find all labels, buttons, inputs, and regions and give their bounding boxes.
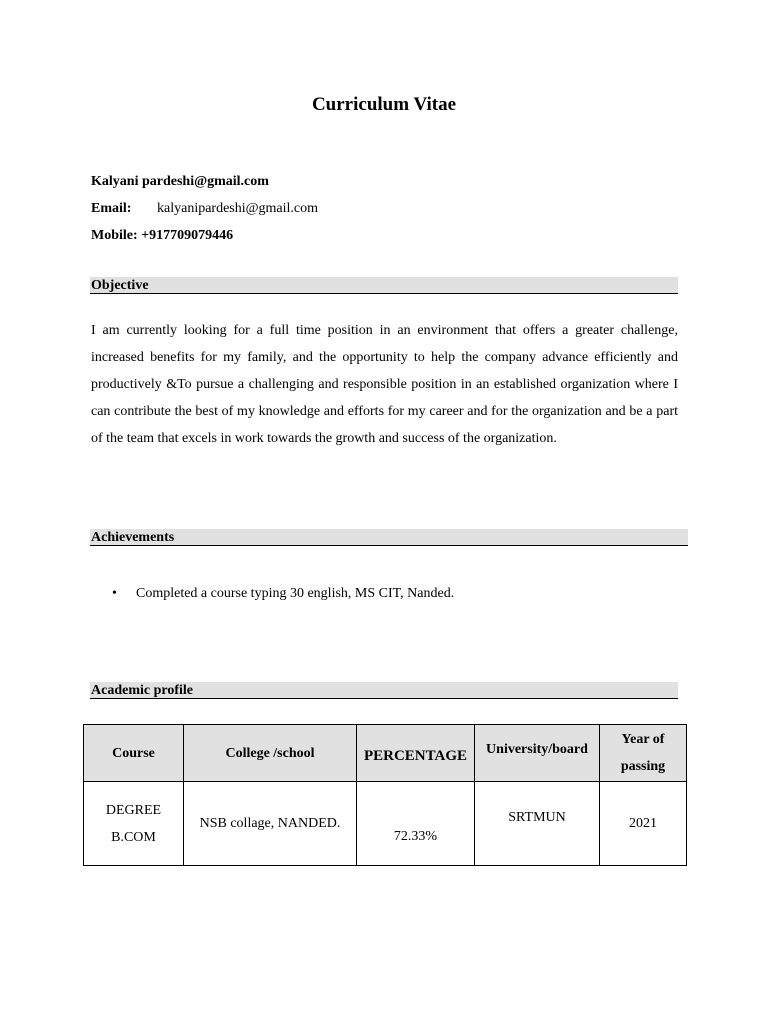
cell-course <box>84 782 184 866</box>
header-course: Course <box>84 725 184 782</box>
achievements-heading: Achievements <box>90 529 688 546</box>
header-year-line2: passing <box>620 759 666 774</box>
header-year-line1: Year of <box>621 732 665 747</box>
cell-university: SRTMUN <box>475 782 600 866</box>
academic-heading: Academic profile <box>90 682 678 699</box>
cell-percentage: 72.33% <box>357 782 475 866</box>
table-header-row <box>84 725 687 782</box>
contact-name-line: Kalyani pardeshi@gmail.com <box>91 174 269 189</box>
objective-text: I am currently looking for a full time position in an environment that offers a greater challenge, increased benefits for my family, and the opportunity to help the company advance efficiently and productively &To pursue a challenging and responsible position in an established organization where I can contribute the best of my knowledge and efforts for my career and for the organization and be a part of the team that excels in work towards the growth and success of the organization. <box>91 323 678 446</box>
bullet-icon: • <box>112 586 117 601</box>
document-title: Curriculum Vitae <box>311 94 457 115</box>
achievement-text: Completed a course typing 30 english, MS CIT, Nanded. <box>136 586 455 601</box>
academic-table <box>83 724 687 866</box>
email-label: Email: <box>91 201 132 216</box>
contact-email-row <box>91 201 491 221</box>
header-percentage: PERCENTAGE <box>357 725 475 782</box>
objective-heading: Objective <box>90 277 678 294</box>
cell-course-line2: B.COM <box>111 829 156 845</box>
header-college: College /school <box>184 725 357 782</box>
contact-mobile-line: Mobile: +917709079446 <box>91 228 234 243</box>
header-year <box>600 725 687 782</box>
header-university: University/board <box>475 725 600 782</box>
email-value: kalyanipardeshi@gmail.com <box>157 201 319 216</box>
cell-college: NSB collage, NANDED. <box>184 782 357 866</box>
cell-course-line1: DEGREE <box>105 802 162 818</box>
cell-year: 2021 <box>600 782 687 866</box>
table-row <box>84 782 687 866</box>
